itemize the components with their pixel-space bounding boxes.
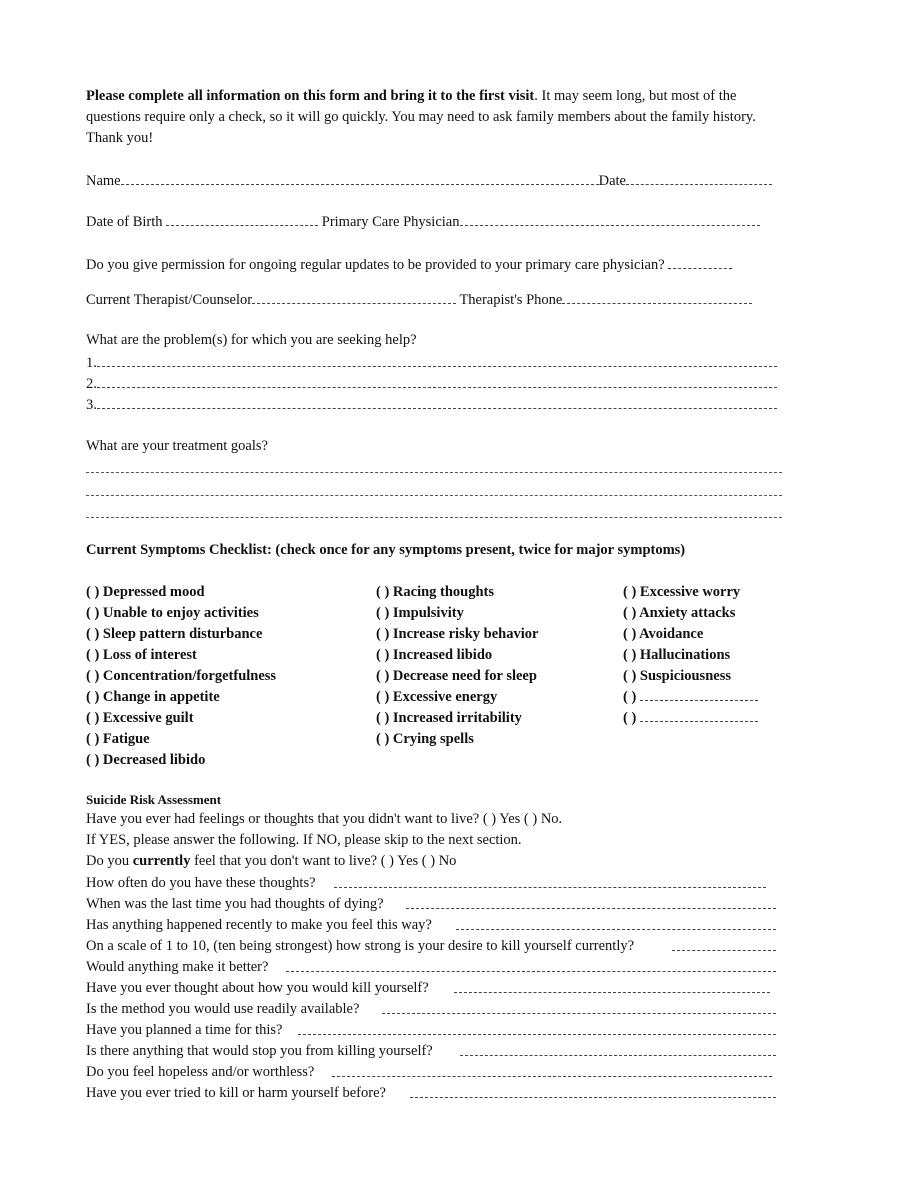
checklist-heading: Current Symptoms Checklist: (check once for any symptoms present, twice for major symptoms)	[86, 542, 686, 558]
suicide-question	[86, 1083, 386, 1104]
dob-field[interactable]	[166, 211, 318, 226]
symptom-checkbox[interactable]: ( ) Fatigue	[86, 731, 150, 747]
answer-field[interactable]	[382, 999, 776, 1014]
problem-field[interactable]	[97, 352, 777, 367]
symptom-checkbox[interactable]: ( ) Increase risky behavior	[376, 626, 539, 642]
suicide-question	[86, 957, 268, 978]
question-text: Have you ever thought about how you would kill yourself?	[86, 980, 429, 996]
other-symptom-field[interactable]	[640, 708, 758, 722]
symptom-checkbox[interactable]: ( ) Increased libido	[376, 647, 493, 663]
answer-field[interactable]	[410, 1083, 776, 1098]
symptom-checkbox[interactable]: ( ) Change in appetite	[86, 689, 220, 705]
name-label: Name	[86, 173, 121, 189]
permission-field[interactable]	[668, 254, 732, 269]
problem-number: 1.	[86, 355, 97, 371]
symptom-column-1	[86, 582, 276, 771]
problem-field[interactable]	[97, 394, 777, 409]
question-text: Has anything happened recently to make you feel this way?	[86, 917, 432, 933]
symptom-checkbox[interactable]: ( ) Concentration/forgetfulness	[86, 668, 277, 684]
answer-field[interactable]	[298, 1020, 776, 1035]
symptom-other-blank[interactable]	[623, 687, 758, 708]
intro-rest: . It may seem long, but most of the questions require only a check, so it will go quickly. You may need to ask family members about the family history. Thank you!	[86, 88, 756, 146]
symptom-checkbox[interactable]: ( ) Suspiciousness	[623, 668, 731, 684]
question-text: Is the method you would use readily available?	[86, 1001, 360, 1017]
question-text: Have you ever tried to kill or harm yourself before?	[86, 1085, 386, 1101]
symptom-checkbox[interactable]: ( ) Decreased libido	[86, 752, 206, 768]
permission-label: Do you give permission for ongoing regular updates to be provided to your primary care physician?	[86, 257, 665, 273]
answer-field[interactable]	[672, 936, 776, 951]
answer-field[interactable]	[406, 894, 776, 909]
suicide-q3[interactable]	[86, 851, 456, 872]
problem-line-1[interactable]	[86, 352, 782, 372]
question-text: Is there anything that would stop you from killing yourself?	[86, 1043, 433, 1059]
suicide-question	[86, 894, 384, 915]
q3-part-c: feel that you don't want to live? ( ) Yes ( ) No	[190, 853, 457, 869]
symptom-checkbox[interactable]: ( ) Avoidance	[623, 626, 704, 642]
suicide-q2: If YES, please answer the following. If NO, please skip to the next section.	[86, 832, 522, 848]
symptom-checkbox[interactable]: ( ) Excessive energy	[376, 689, 498, 705]
problem-line-2[interactable]	[86, 373, 782, 393]
permission-row	[86, 254, 732, 274]
suicide-question	[86, 978, 429, 999]
dob-label: Date of Birth	[86, 214, 163, 230]
name-date-row	[86, 170, 772, 190]
suicide-question	[86, 1062, 314, 1083]
problem-number: 2.	[86, 376, 97, 392]
answer-field[interactable]	[456, 915, 776, 930]
answer-field[interactable]	[332, 1062, 772, 1077]
symptom-checkbox[interactable]: ( ) Sleep pattern disturbance	[86, 626, 263, 642]
symptom-checkbox[interactable]: ( ) Decrease need for sleep	[376, 668, 537, 684]
therapist-label: Current Therapist/Counselor	[86, 292, 253, 308]
symptom-checkbox[interactable]: ( ) Anxiety attacks	[623, 605, 736, 621]
symptom-checkbox[interactable]: ( ) Loss of interest	[86, 647, 197, 663]
question-text: Do you feel hopeless and/or worthless?	[86, 1064, 315, 1080]
intro-bold: Please complete all information on this form and bring it to the first visit	[86, 88, 535, 104]
pcp-field[interactable]	[460, 211, 760, 226]
therapist-phone-field[interactable]	[562, 289, 752, 304]
date-label: Date	[598, 173, 626, 189]
therapist-field[interactable]	[252, 289, 456, 304]
question-text: Would anything make it better?	[86, 959, 269, 975]
therapist-phone-label: Therapist's Phone	[459, 292, 563, 308]
suicide-question	[86, 936, 634, 957]
symptom-checkbox[interactable]: ( ) Excessive worry	[623, 584, 741, 600]
pcp-label: Primary Care Physician	[321, 214, 460, 230]
suicide-question	[86, 999, 359, 1020]
symptom-checkbox[interactable]: ( ) Impulsivity	[376, 605, 464, 621]
question-text: On a scale of 1 to 10, (ten being strongest) how strong is your desire to kill yourself currently?	[86, 938, 635, 954]
symptom-checkbox[interactable]: ( ) Excessive guilt	[86, 710, 194, 726]
answer-field[interactable]	[334, 873, 766, 888]
symptom-column-3	[623, 582, 758, 729]
symptom-checkbox[interactable]: ( ) Increased irritability	[376, 710, 522, 726]
problem-line-3[interactable]	[86, 394, 782, 414]
goals-line-2[interactable]	[86, 495, 782, 496]
answer-field[interactable]	[286, 957, 776, 972]
intro-paragraph	[86, 86, 786, 149]
suicide-q1[interactable]: Have you ever had feelings or thoughts that you didn't want to live? ( ) Yes ( ) No.	[86, 811, 563, 827]
q3-currently: currently	[132, 853, 191, 869]
symptom-column-2	[376, 582, 538, 750]
symptom-checkbox[interactable]: ( ) Hallucinations	[623, 647, 731, 663]
suicide-heading: Suicide Risk Assessment	[86, 792, 222, 807]
suicide-question	[86, 1020, 283, 1041]
question-text: How often do you have these thoughts?	[86, 875, 316, 891]
suicide-question	[86, 915, 432, 936]
other-symptom-field[interactable]	[640, 687, 758, 701]
question-text: When was the last time you had thoughts of dying?	[86, 896, 384, 912]
goals-line-1[interactable]	[86, 472, 782, 473]
problems-question: What are the problem(s) for which you are seeking help?	[86, 332, 417, 348]
symptom-checkbox[interactable]: ( ) Crying spells	[376, 731, 474, 747]
symptom-other-blank[interactable]	[623, 708, 758, 729]
problem-field[interactable]	[97, 373, 777, 388]
suicide-question	[86, 873, 316, 894]
goals-question: What are your treatment goals?	[86, 438, 268, 454]
q3-part-a: Do you	[86, 853, 133, 869]
suicide-question	[86, 1041, 433, 1062]
blank-paren: ( )	[623, 689, 637, 705]
dob-pcp-row	[86, 211, 760, 231]
symptom-checkbox[interactable]: ( ) Depressed mood	[86, 584, 205, 600]
goals-line-3[interactable]	[86, 517, 782, 518]
therapist-row	[86, 289, 752, 309]
name-field[interactable]	[121, 170, 599, 185]
answer-field[interactable]	[460, 1041, 776, 1056]
date-field[interactable]	[626, 170, 772, 185]
question-text: Have you planned a time for this?	[86, 1022, 283, 1038]
symptom-checkbox[interactable]: ( ) Unable to enjoy activities	[86, 605, 259, 621]
answer-field[interactable]	[454, 978, 770, 993]
blank-paren: ( )	[623, 710, 637, 726]
problem-number: 3.	[86, 397, 97, 413]
symptom-checkbox[interactable]: ( ) Racing thoughts	[376, 584, 495, 600]
